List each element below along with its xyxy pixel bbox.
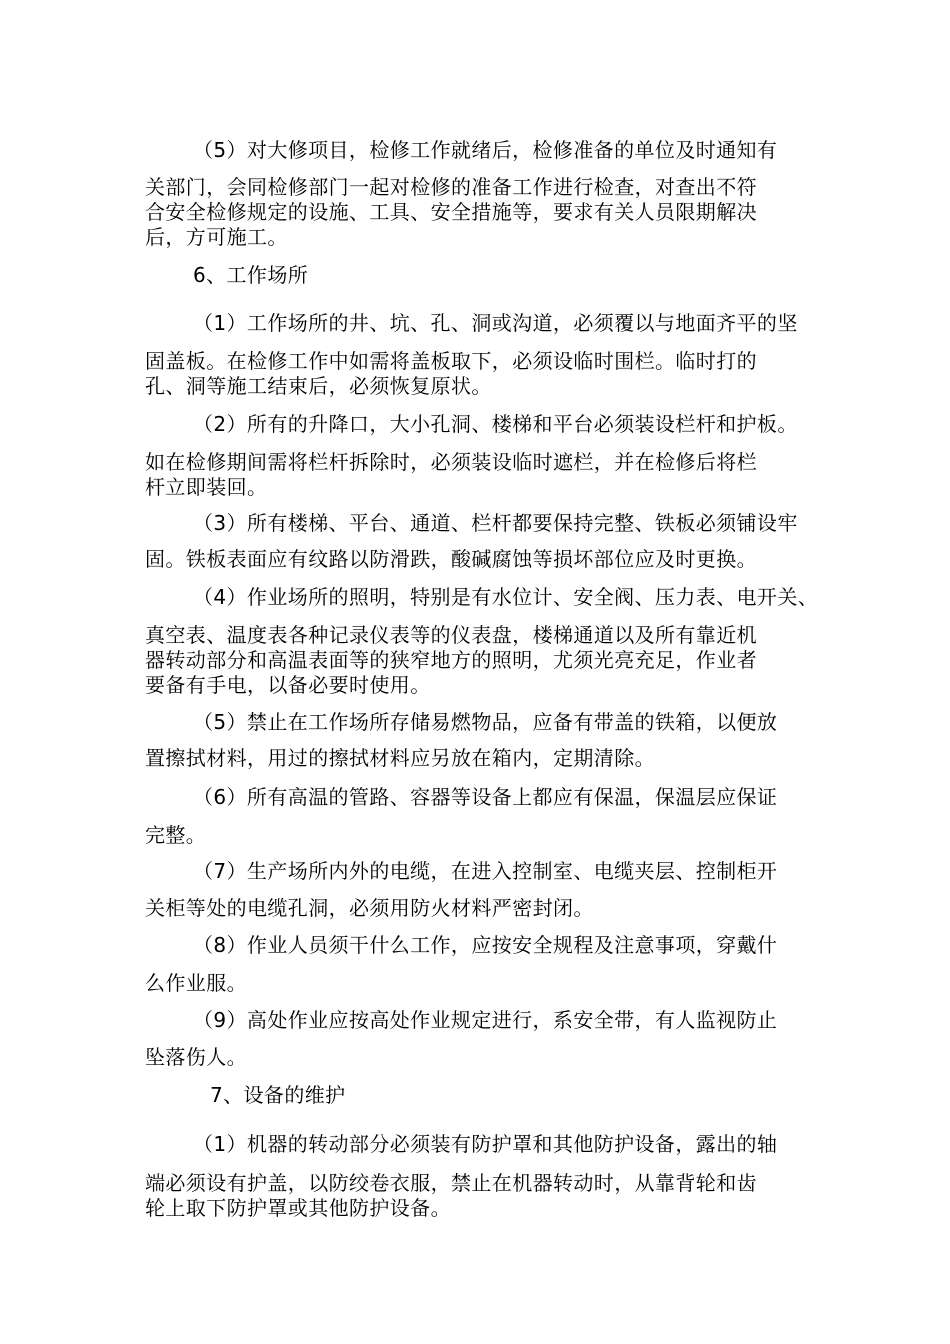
item-6-5-line-2: 置擦拭材料，用过的擦拭材料应另放在箱内，定期清除。	[145, 746, 655, 770]
item-6-4-line-3: 器转动部分和高温表面等的狭窄地方的照明，尤须光亮充足，作业者	[145, 648, 757, 672]
item-6-3-line-1: （3）所有楼梯、平台、通道、栏杆都要保持完整、铁板必须铺设牢	[193, 511, 798, 535]
item-7-1-line-3: 轮上取下防护罩或其他防护设备。	[145, 1196, 451, 1220]
item-6-7-line-1: （7）生产场所内外的电缆，在进入控制室、电缆夹层、控制柜开	[193, 859, 778, 883]
item-6-4-line-1: （4）作业场所的照明，特别是有水位计、安全阀、压力表、电开关、	[193, 585, 819, 609]
paragraph-5-line-3: 合安全检修规定的设施、工具、安全措施等，要求有关人员限期解决	[145, 200, 757, 224]
item-7-1-line-1: （1）机器的转动部分必须装有防护罩和其他防护设备，露出的轴	[193, 1132, 778, 1156]
item-6-9-line-2: 坠落伤人。	[145, 1045, 247, 1069]
paragraph-5-line-1: （5）对大修项目，检修工作就绪后，检修准备的单位及时通知有	[193, 138, 778, 162]
item-6-6-line-1: （6）所有高温的管路、容器等设备上都应有保温，保温层应保证	[193, 785, 778, 809]
item-6-1-line-1: （1）工作场所的井、坑、孔、洞或沟道，必须覆以与地面齐平的坚	[193, 311, 798, 335]
item-6-8-line-2: 么作业服。	[145, 971, 247, 995]
paragraph-5-line-2: 关部门，会同检修部门一起对检修的准备工作进行检查，对查出不符	[145, 175, 757, 199]
item-6-4-line-2: 真空表、温度表各种记录仪表等的仪表盘，楼梯通道以及所有靠近机	[145, 623, 757, 647]
item-6-2-line-2: 如在检修期间需将栏杆拆除时，必须装设临时遮栏，并在检修后将栏	[145, 450, 757, 474]
item-6-1-line-2: 固盖板。在检修工作中如需将盖板取下，必须设临时围栏。临时打的	[145, 349, 757, 373]
item-6-2-line-3: 杆立即装回。	[145, 475, 268, 499]
section-7-heading: 7、设备的维护	[210, 1083, 346, 1107]
item-6-6-line-2: 完整。	[145, 823, 207, 847]
item-6-7-line-2: 关柜等处的电缆孔洞，必须用防火材料严密封闭。	[145, 896, 594, 920]
item-7-1-line-2: 端必须设有护盖，以防绞卷衣服，禁止在机器转动时，从靠背轮和齿	[145, 1171, 757, 1195]
item-6-4-line-4: 要备有手电，以备必要时使用。	[145, 673, 431, 697]
item-6-2-line-1: （2）所有的升降口，大小孔洞、楼梯和平台必须装设栏杆和护板。	[193, 412, 798, 436]
paragraph-5-line-4: 后，方可施工。	[145, 225, 288, 249]
item-6-3-line-2: 固。铁板表面应有纹路以防滑跌，酸碱腐蚀等损坏部位应及时更换。	[145, 547, 757, 571]
item-6-5-line-1: （5）禁止在工作场所存储易燃物品，应备有带盖的铁箱，以便放	[193, 710, 778, 734]
item-6-9-line-1: （9）高处作业应按高处作业规定进行，系安全带，有人监视防止	[193, 1008, 778, 1032]
item-6-8-line-1: （8）作业人员须干什么工作，应按安全规程及注意事项，穿戴什	[193, 933, 778, 957]
item-6-1-line-3: 孔、洞等施工结束后，必须恢复原状。	[145, 374, 492, 398]
section-6-heading: 6、工作场所	[193, 263, 309, 287]
